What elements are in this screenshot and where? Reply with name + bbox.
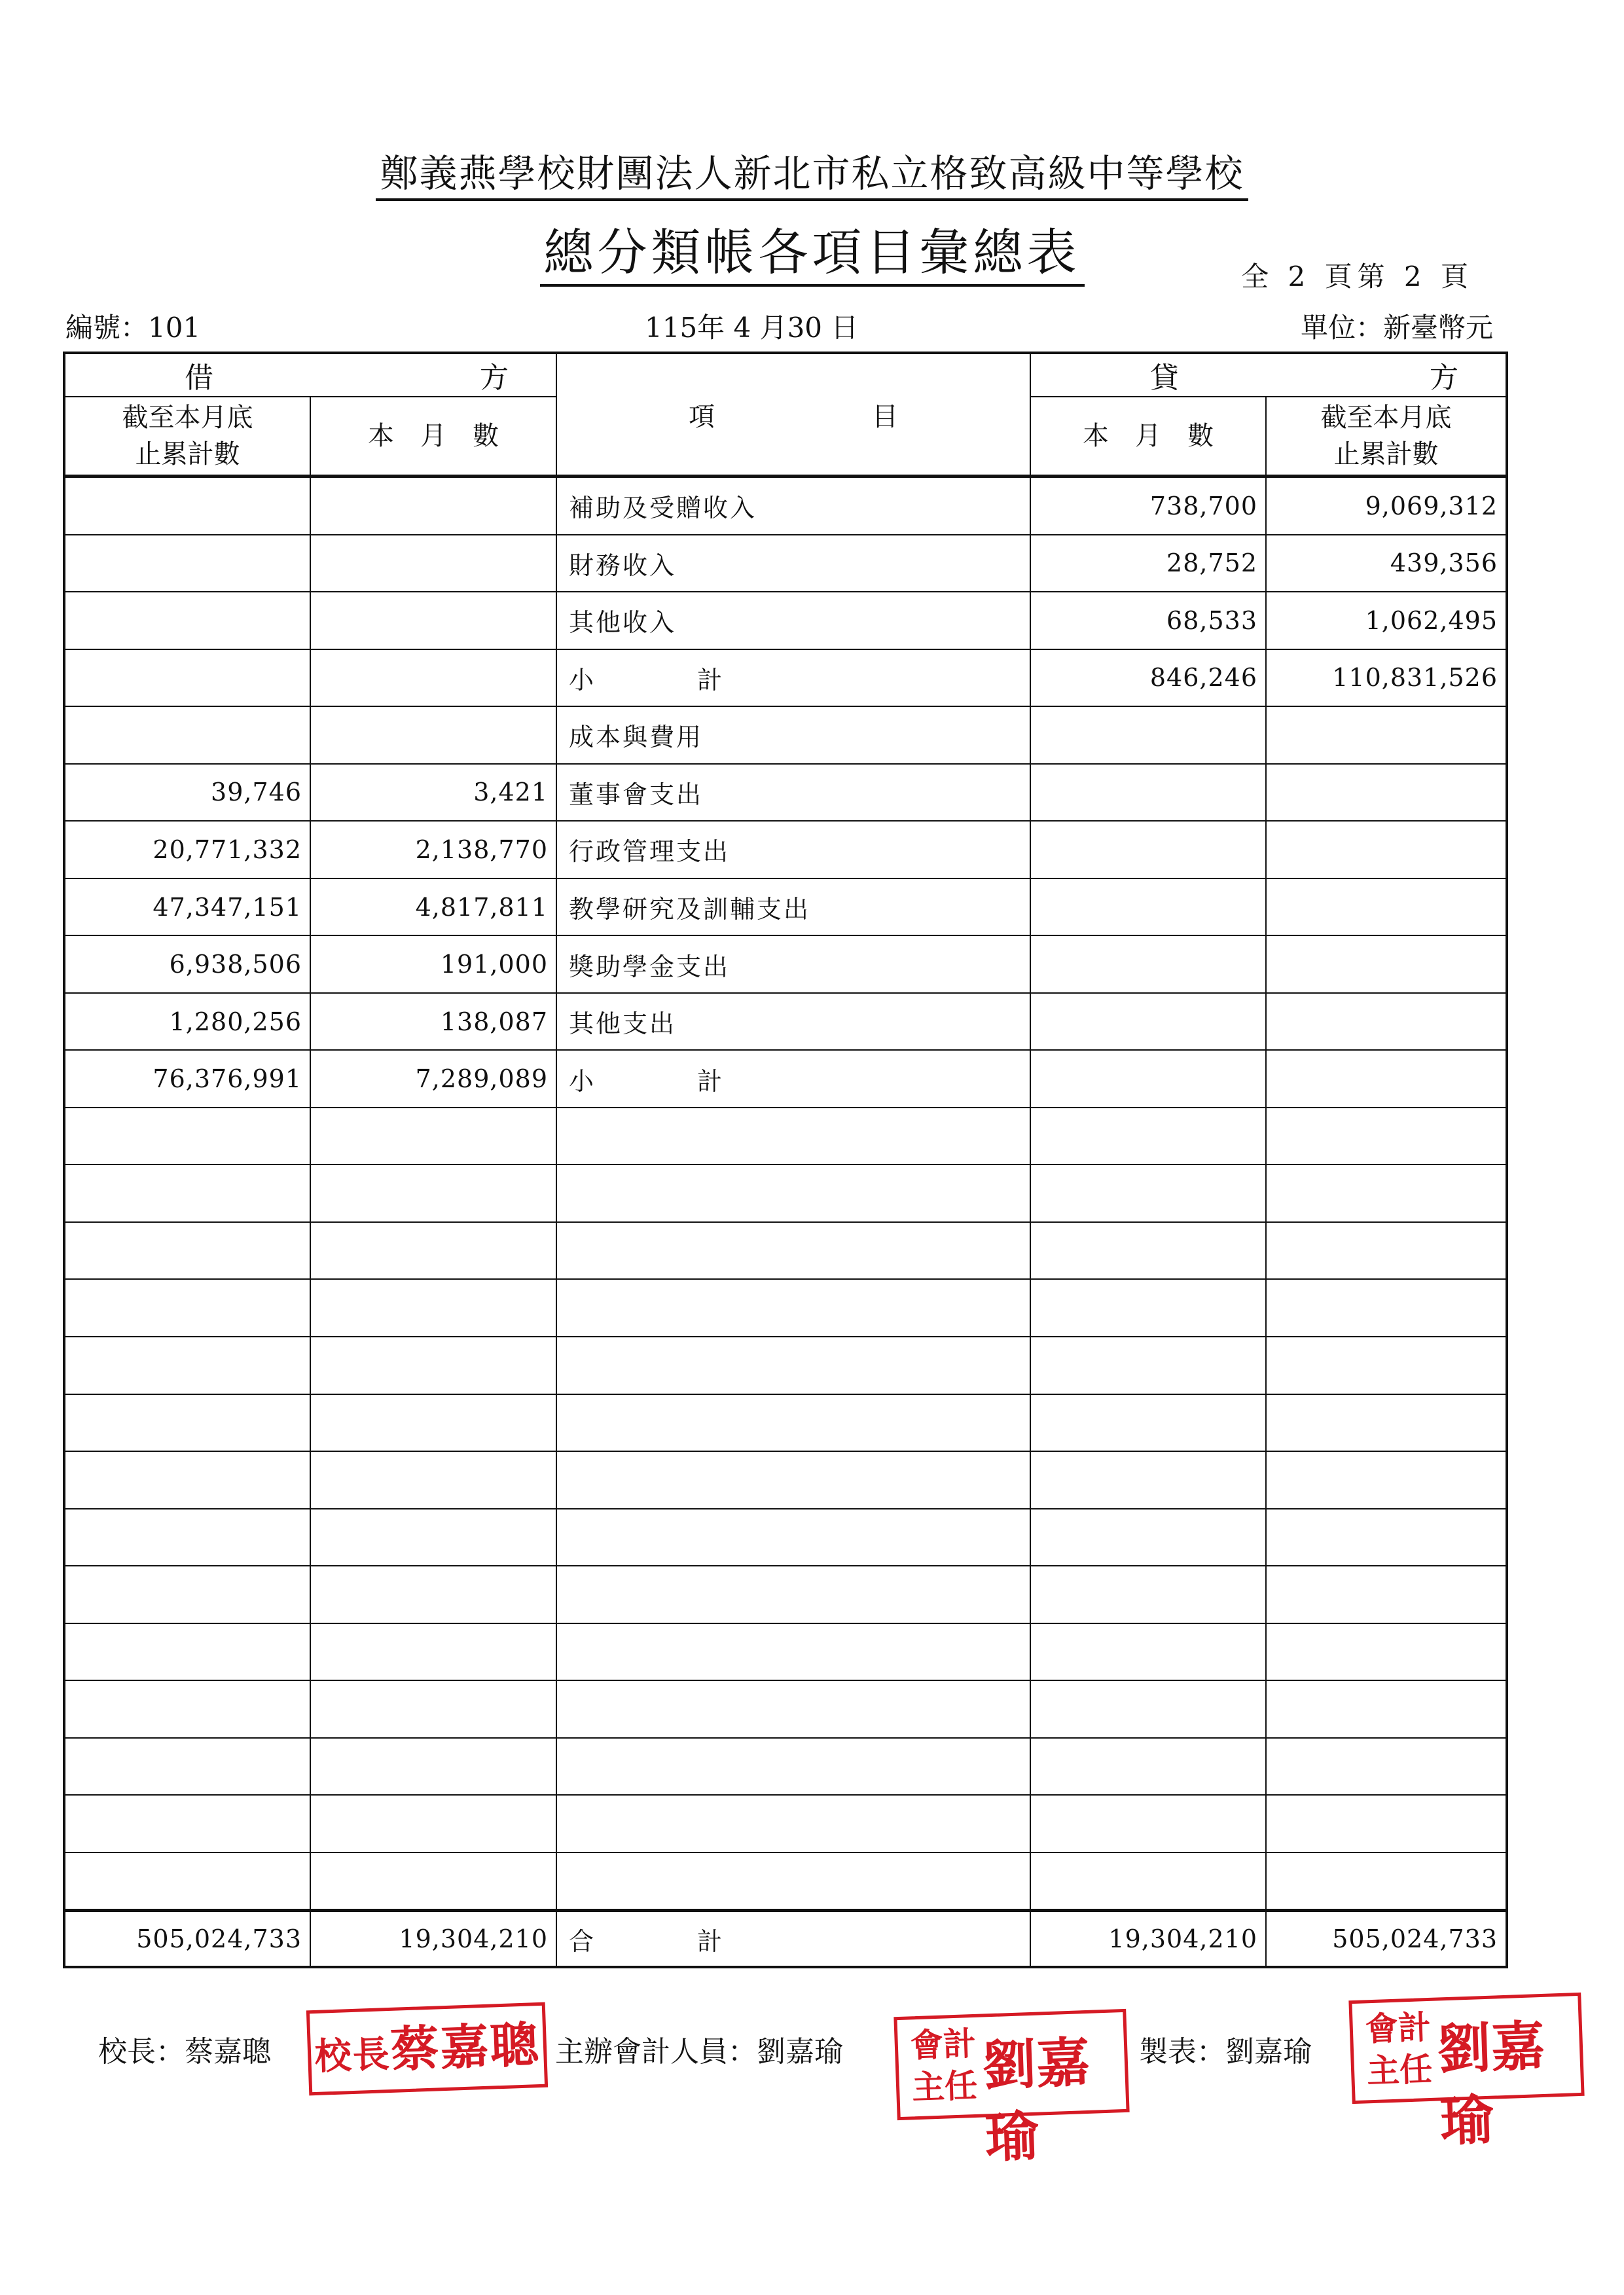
total-credit-month: 19,304,210 — [1030, 1911, 1266, 1967]
blank-row — [64, 1108, 1507, 1165]
blank-cell — [556, 1279, 1030, 1337]
blank-cell — [556, 1680, 1030, 1738]
currency-unit: 單位：新臺幣元 — [1300, 312, 1493, 344]
blank-cell — [1030, 1222, 1266, 1280]
cell-item: 教學研究及訓輔支出 — [556, 878, 1030, 936]
blank-cell — [1266, 1337, 1507, 1394]
cell-credit-month: 738,700 — [1030, 477, 1266, 535]
debit-cum-header — [64, 397, 310, 477]
credit-cum-header: 截至本月底 止累計數 — [1266, 397, 1507, 477]
cell-credit-cum — [1266, 821, 1507, 878]
blank-row — [64, 1566, 1507, 1623]
cell-debit-cum — [64, 477, 310, 535]
credit-month-header: 本 月 數 — [1030, 397, 1266, 477]
blank-cell — [64, 1852, 310, 1911]
blank-cell — [1266, 1623, 1507, 1681]
blank-cell — [310, 1279, 556, 1337]
cell-credit-cum: 439,356 — [1266, 535, 1507, 592]
cell-credit-cum: 1,062,495 — [1266, 592, 1507, 649]
blank-cell — [64, 1795, 310, 1852]
blank-cell — [64, 1222, 310, 1280]
cell-item: 董事會支出 — [556, 764, 1030, 822]
cell-debit-cum: 47,347,151 — [64, 878, 310, 936]
cell-debit-cum: 20,771,332 — [64, 821, 310, 878]
blank-cell — [64, 1279, 310, 1337]
blank-cell — [1030, 1509, 1266, 1566]
cell-credit-month — [1030, 706, 1266, 764]
cell-credit-cum — [1266, 935, 1507, 993]
cell-item: 小 計 — [556, 649, 1030, 707]
blank-cell — [556, 1451, 1030, 1509]
doc-number: 編號：101 — [65, 312, 201, 344]
cell-credit-month — [1030, 878, 1266, 936]
cell-debit-cum — [64, 649, 310, 707]
blank-row — [64, 1680, 1507, 1738]
cell-debit-cum — [64, 706, 310, 764]
cell-item: 獎助學金支出 — [556, 935, 1030, 993]
blank-cell — [1266, 1680, 1507, 1738]
cell-debit-month: 4,817,811 — [310, 878, 556, 936]
table-row — [64, 935, 1507, 993]
cell-debit-month — [310, 535, 556, 592]
total-row — [64, 1911, 1507, 1967]
cell-item: 成本與費用 — [556, 706, 1030, 764]
cell-debit-cum: 1,280,256 — [64, 993, 310, 1051]
cell-debit-month — [310, 706, 556, 764]
blank-cell — [310, 1165, 556, 1222]
blank-cell — [1266, 1566, 1507, 1623]
blank-row — [64, 1509, 1507, 1566]
blank-cell — [1030, 1279, 1266, 1337]
preparer-seal: 會計 主任 劉嘉瑜 — [1348, 1993, 1584, 2104]
blank-cell — [556, 1795, 1030, 1852]
cell-credit-cum — [1266, 764, 1507, 822]
blank-cell — [310, 1680, 556, 1738]
blank-cell — [556, 1623, 1030, 1681]
blank-cell — [310, 1852, 556, 1911]
table-row — [64, 878, 1507, 936]
blank-cell — [1266, 1852, 1507, 1911]
table-row — [64, 821, 1507, 878]
cum-label: 截至本月底 止累計數 — [122, 403, 253, 469]
blank-cell — [556, 1222, 1030, 1280]
cell-debit-cum: 6,938,506 — [64, 935, 310, 993]
cell-debit-cum — [64, 592, 310, 649]
blank-cell — [1266, 1795, 1507, 1852]
ledger-table — [63, 352, 1508, 1968]
accountant-seal: 會計 主任 劉嘉瑜 — [893, 2009, 1129, 2120]
cell-credit-month: 28,752 — [1030, 535, 1266, 592]
total-debit-month: 19,304,210 — [310, 1911, 556, 1967]
blank-cell — [1030, 1738, 1266, 1796]
credit-header: 貸 方 — [1030, 353, 1507, 397]
cell-debit-month: 2,138,770 — [310, 821, 556, 878]
blank-row — [64, 1623, 1507, 1681]
cell-debit-month: 7,289,089 — [310, 1050, 556, 1108]
cell-debit-month: 191,000 — [310, 935, 556, 993]
blank-cell — [1030, 1165, 1266, 1222]
blank-cell — [556, 1509, 1030, 1566]
cell-item: 其他收入 — [556, 592, 1030, 649]
cell-credit-month — [1030, 935, 1266, 993]
blank-cell — [1030, 1623, 1266, 1681]
cell-credit-cum — [1266, 878, 1507, 936]
table-row — [64, 649, 1507, 707]
blank-cell — [64, 1337, 310, 1394]
cell-debit-month: 3,421 — [310, 764, 556, 822]
blank-cell — [1266, 1509, 1507, 1566]
blank-cell — [310, 1623, 556, 1681]
report-title: 總分類帳各項目彙總表 — [0, 213, 1624, 284]
debit-header: 借 方 — [64, 353, 556, 397]
blank-cell — [556, 1852, 1030, 1911]
blank-cell — [64, 1680, 310, 1738]
cell-credit-cum: 110,831,526 — [1266, 649, 1507, 707]
blank-cell — [556, 1394, 1030, 1452]
blank-cell — [64, 1738, 310, 1796]
total-label: 合 計 — [556, 1911, 1030, 1967]
blank-cell — [1266, 1451, 1507, 1509]
blank-cell — [64, 1623, 310, 1681]
blank-cell — [64, 1394, 310, 1452]
cell-credit-month — [1030, 1050, 1266, 1108]
blank-cell — [556, 1165, 1030, 1222]
cell-item: 財務收入 — [556, 535, 1030, 592]
total-credit-cum: 505,024,733 — [1266, 1911, 1507, 1967]
cell-credit-cum — [1266, 1050, 1507, 1108]
cell-credit-month: 846,246 — [1030, 649, 1266, 707]
principal-signature-label: 校長：蔡嘉聰 — [98, 2035, 271, 2069]
blank-cell — [1266, 1394, 1507, 1452]
blank-cell — [310, 1451, 556, 1509]
blank-row — [64, 1394, 1507, 1452]
blank-cell — [64, 1165, 310, 1222]
blank-cell — [1030, 1566, 1266, 1623]
blank-cell — [1030, 1451, 1266, 1509]
cell-credit-month: 68,533 — [1030, 592, 1266, 649]
blank-row — [64, 1738, 1507, 1796]
cell-credit-cum: 9,069,312 — [1266, 477, 1507, 535]
cell-debit-cum: 39,746 — [64, 764, 310, 822]
blank-cell — [1030, 1795, 1266, 1852]
blank-row — [64, 1279, 1507, 1337]
cell-debit-month: 138,087 — [310, 993, 556, 1051]
blank-cell — [1266, 1108, 1507, 1165]
blank-cell — [556, 1337, 1030, 1394]
table-row — [64, 477, 1507, 535]
cell-debit-cum: 76,376,991 — [64, 1050, 310, 1108]
blank-cell — [64, 1451, 310, 1509]
blank-cell — [310, 1738, 556, 1796]
blank-cell — [1030, 1680, 1266, 1738]
cell-credit-month — [1030, 821, 1266, 878]
blank-cell — [556, 1566, 1030, 1623]
cell-debit-month — [310, 649, 556, 707]
cell-item: 補助及受贈收入 — [556, 477, 1030, 535]
blank-row — [64, 1222, 1507, 1280]
blank-cell — [1266, 1279, 1507, 1337]
blank-cell — [1266, 1222, 1507, 1280]
table-row — [64, 1050, 1507, 1108]
cell-item: 其他支出 — [556, 993, 1030, 1051]
blank-cell — [1266, 1738, 1507, 1796]
blank-cell — [1030, 1337, 1266, 1394]
blank-row — [64, 1852, 1507, 1911]
blank-cell — [310, 1394, 556, 1452]
blank-cell — [310, 1108, 556, 1165]
blank-cell — [64, 1509, 310, 1566]
cell-item: 行政管理支出 — [556, 821, 1030, 878]
blank-cell — [556, 1738, 1030, 1796]
cell-credit-cum — [1266, 993, 1507, 1051]
cell-debit-month — [310, 592, 556, 649]
debit-month-header: 本 月 數 — [310, 397, 556, 477]
blank-row — [64, 1451, 1507, 1509]
blank-cell — [1266, 1165, 1507, 1222]
blank-cell — [310, 1337, 556, 1394]
blank-cell — [1030, 1394, 1266, 1452]
blank-cell — [64, 1108, 310, 1165]
table-row — [64, 993, 1507, 1051]
report-date: 115年 4 月30 日 — [645, 312, 859, 344]
cell-credit-month — [1030, 764, 1266, 822]
page-indicator: 全 2 頁第 2 頁 — [1241, 261, 1473, 293]
blank-cell — [310, 1795, 556, 1852]
cell-debit-cum — [64, 535, 310, 592]
accountant-signature-label: 主辦會計人員：劉嘉瑜 — [555, 2035, 843, 2069]
blank-cell — [556, 1108, 1030, 1165]
blank-cell — [1030, 1852, 1266, 1911]
table-row — [64, 535, 1507, 592]
org-title: 鄭義燕學校財團法人新北市私立格致高級中等學校 — [0, 143, 1624, 198]
principal-seal: 校長蔡嘉聰 — [306, 2002, 548, 2096]
table-row — [64, 592, 1507, 649]
table-row — [64, 764, 1507, 822]
blank-row — [64, 1795, 1507, 1852]
blank-cell — [310, 1566, 556, 1623]
preparer-signature-label: 製表：劉嘉瑜 — [1139, 2035, 1312, 2069]
cell-item: 小 計 — [556, 1050, 1030, 1108]
blank-cell — [310, 1222, 556, 1280]
cell-debit-month — [310, 477, 556, 535]
blank-cell — [310, 1509, 556, 1566]
cell-credit-cum — [1266, 706, 1507, 764]
table-row — [64, 706, 1507, 764]
blank-cell — [1030, 1108, 1266, 1165]
blank-cell — [64, 1566, 310, 1623]
cell-credit-month — [1030, 993, 1266, 1051]
item-header: 項 目 — [556, 353, 1030, 477]
total-debit-cum: 505,024,733 — [64, 1911, 310, 1967]
blank-row — [64, 1337, 1507, 1394]
blank-row — [64, 1165, 1507, 1222]
